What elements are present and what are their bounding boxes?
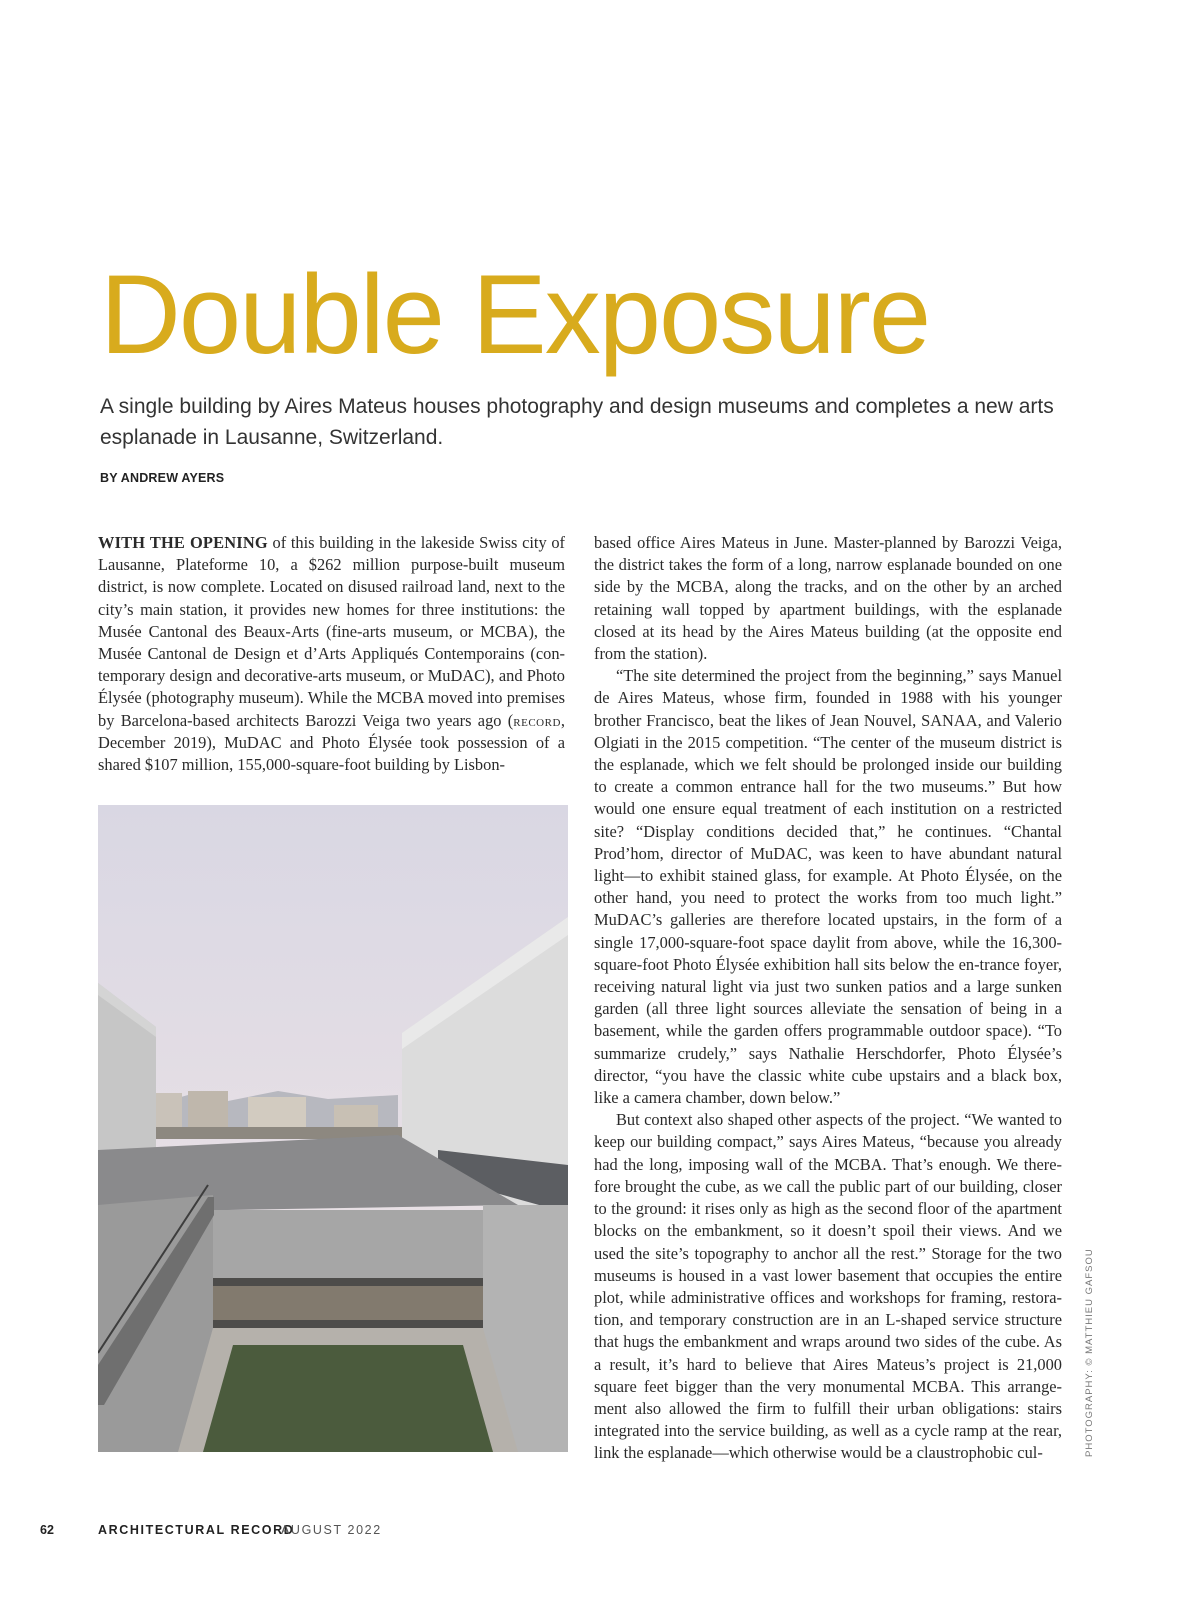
paragraph-3: But context also shaped other aspects of the project. “We wanted to keep our building compact,” says Aires Mateus, “because you already had the long, imposing wall of the MCBA. That’s enough. We there-fore brought the cube, as we call the public part of our building, closer to the ground: it rises only as high as the second floor of the apartment blocks on the embankment, so it doesn’t spoil their views. And we used the site’s topography to anchor all the rest.” Storage for the two museums is housed in a vast lower basement that occupies the entire plot, while administrative offices and workshops for framing, restora-tion, and temporary construction are in an L-shaped service structure that hugs the embankment and wraps around two sides of the cube. As a result, it’s hard to believe that Aires Mateus’s project is 21,000 square feet bigger than the very monumental MCBA. This arrange-ment also allowed the firm to fulfill their urban obligations: stairs integrated into the service building, as well as a cycle ramp at the rear, link the esplanade—which otherwise would be a claustrophobic cul-	[594, 1110, 1062, 1463]
paragraph-1-continued: based office Aires Mateus in June. Master-planned by Barozzi Veiga, the district takes the form of a long, narrow esplanade bounded on one side by the MCBA, along the tracks, and on the other by an arched retaining wall topped by apartment buildings, with the esplanade closed at its head by the Aires Mateus building (at the opposite end from the station).	[594, 533, 1062, 664]
magazine-name: ARCHITECTURAL RECORD	[98, 1523, 295, 1537]
article-title: Double Exposure	[100, 252, 930, 377]
page-number: 62	[40, 1523, 54, 1537]
photo-credit: PHOTOGRAPHY: © MATTHIEU GAFSOU	[1084, 1248, 1095, 1457]
page-footer	[40, 1523, 382, 1537]
byline: BY ANDREW AYERS	[100, 471, 225, 485]
paragraph-1	[98, 532, 565, 776]
paragraph-1-text-b: , December 2019), MuDAC and Photo Élysée took possession of a shared $107 million, 155,000-square-foot building by Lisbon-	[98, 710, 565, 775]
issue-date: AUGUST 2022	[281, 1523, 382, 1537]
museum-photo	[98, 805, 568, 1452]
body-column-left	[98, 532, 565, 776]
article-deck: A single building by Aires Mateus houses photography and design museums and completes a new arts esplanade in Lausanne, Switzerland.	[100, 395, 1054, 449]
paragraph-1-text-a: of this building in the lakeside Swiss city of Lausanne, Plateforme 10, a $262 million purpose-built museum district, is now complete. Located on disused railroad land, next to the city’s main station, it provides new homes for three institutions: the Musée Cantonal des Beaux-Arts (fine-arts museum, or MCBA), the Musée Cantonal de Design et d’Arts Appliqués Contemporains (con-temporary design and decorative-arts museum, or MuDAC), and Photo Élysée (photography museum). While the MCBA moved into premises by Barcelona-based architects Barozzi Veiga two years ago (	[98, 533, 565, 730]
lead-in: WITH THE OPENING	[98, 533, 268, 552]
body-column-right	[594, 532, 1062, 1467]
paragraph-2: “The site determined the project from the beginning,” says Manuel de Aires Mateus, whose firm, founded in 1988 with his younger brother Francisco, beat the likes of Jean Nouvel, SANAA, and Valerio Olgiati in the 2015 competition. “The center of the museum district is the esplanade, which we felt should be prolonged inside our building to create a common entrance hall for the two museums.” But how would one ensure equal treatment of each institution on a restricted site? “Display conditions decided that,” he continues. “Chantal Prod’hom, director of MuDAC, was keen to have abundant natural light—to exhibit stained glass, for example. At Photo Élysée, on the other hand, you need to protect the works from too much light.” MuDAC’s galleries are therefore located upstairs, in the form of a single 17,000-square-foot space daylit from above, while the 16,300-square-foot Photo Élysée exhibition hall sits below the en-trance foyer, receiving natural light via just two sunken patios and a large sunken garden (all three light sources alleviate the sensation of being in a basement, while the garden offers programmable outdoor space). “To summarize crudely,” says Nathalie Herschdorfer, Photo Élysée’s director, “you have the classic white cube upstairs and a black box, like a camera chamber, down below.”	[594, 666, 1062, 1108]
record-reference: record	[513, 710, 561, 730]
